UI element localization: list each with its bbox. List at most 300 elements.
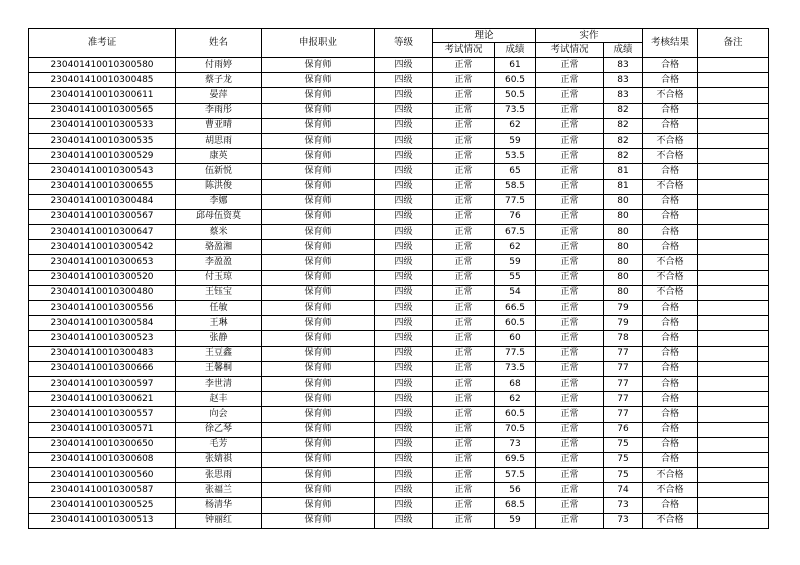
theory-status-cell: 正常: [433, 422, 495, 437]
practice-status-cell: 正常: [536, 513, 604, 528]
practice-score-cell: 80: [604, 285, 643, 300]
theory-status-cell: 正常: [433, 240, 495, 255]
theory-status-cell: 正常: [433, 88, 495, 103]
practice-status-cell: 正常: [536, 149, 604, 164]
practice-status-cell: 正常: [536, 376, 604, 391]
practice-status-cell: 正常: [536, 437, 604, 452]
theory-status-cell: 正常: [433, 285, 495, 300]
name-cell: 徐乙琴: [176, 422, 262, 437]
practice-score-cell: 78: [604, 331, 643, 346]
col-group-practice: 实作: [536, 29, 643, 43]
table-row: [29, 437, 769, 452]
job-cell: 保育师: [262, 194, 375, 209]
result-cell: 不合格: [643, 285, 698, 300]
table-row: [29, 483, 769, 498]
practice-score-cell: 77: [604, 407, 643, 422]
practice-status-cell: 正常: [536, 346, 604, 361]
exam-no-cell: 230401410010300480: [29, 285, 176, 300]
col-job: 申报职业: [262, 29, 375, 58]
level-cell: 四级: [375, 498, 433, 513]
job-cell: 保育师: [262, 407, 375, 422]
remark-cell: [698, 270, 769, 285]
practice-status-cell: 正常: [536, 240, 604, 255]
theory-score-cell: 58.5: [495, 179, 536, 194]
theory-status-cell: 正常: [433, 194, 495, 209]
name-cell: 张婧祺: [176, 452, 262, 467]
exam-no-cell: 230401410010300647: [29, 225, 176, 240]
job-cell: 保育师: [262, 103, 375, 118]
practice-score-cell: 83: [604, 88, 643, 103]
result-cell: 合格: [643, 392, 698, 407]
result-cell: 不合格: [643, 149, 698, 164]
theory-score-cell: 68: [495, 376, 536, 391]
theory-score-cell: 61: [495, 58, 536, 73]
table-row: [29, 316, 769, 331]
practice-score-cell: 82: [604, 103, 643, 118]
table-row: [29, 452, 769, 467]
practice-status-cell: 正常: [536, 361, 604, 376]
level-cell: 四级: [375, 255, 433, 270]
name-cell: 付雨婷: [176, 58, 262, 73]
practice-score-cell: 77: [604, 361, 643, 376]
exam-no-cell: 230401410010300513: [29, 513, 176, 528]
col-theory-score: 成绩: [495, 43, 536, 58]
level-cell: 四级: [375, 437, 433, 452]
practice-status-cell: 正常: [536, 483, 604, 498]
practice-score-cell: 77: [604, 376, 643, 391]
theory-score-cell: 54: [495, 285, 536, 300]
job-cell: 保育师: [262, 452, 375, 467]
remark-cell: [698, 179, 769, 194]
remark-cell: [698, 331, 769, 346]
job-cell: 保育师: [262, 422, 375, 437]
table-row: [29, 225, 769, 240]
result-cell: 合格: [643, 58, 698, 73]
job-cell: 保育师: [262, 270, 375, 285]
exam-no-cell: 230401410010300655: [29, 179, 176, 194]
exam-no-cell: 230401410010300584: [29, 316, 176, 331]
theory-score-cell: 55: [495, 270, 536, 285]
remark-cell: [698, 103, 769, 118]
level-cell: 四级: [375, 73, 433, 88]
result-cell: 不合格: [643, 468, 698, 483]
remark-cell: [698, 209, 769, 224]
level-cell: 四级: [375, 468, 433, 483]
result-cell: 合格: [643, 240, 698, 255]
practice-status-cell: 正常: [536, 392, 604, 407]
result-cell: 合格: [643, 361, 698, 376]
level-cell: 四级: [375, 58, 433, 73]
practice-status-cell: 正常: [536, 452, 604, 467]
name-cell: 晏萍: [176, 88, 262, 103]
result-cell: 合格: [643, 316, 698, 331]
name-cell: 伍新悦: [176, 164, 262, 179]
result-cell: 合格: [643, 346, 698, 361]
remark-cell: [698, 361, 769, 376]
practice-score-cell: 79: [604, 301, 643, 316]
level-cell: 四级: [375, 346, 433, 361]
job-cell: 保育师: [262, 392, 375, 407]
result-cell: 不合格: [643, 133, 698, 148]
level-cell: 四级: [375, 301, 433, 316]
theory-status-cell: 正常: [433, 149, 495, 164]
practice-status-cell: 正常: [536, 270, 604, 285]
job-cell: 保育师: [262, 346, 375, 361]
col-group-theory: 理论: [433, 29, 536, 43]
theory-status-cell: 正常: [433, 58, 495, 73]
remark-cell: [698, 73, 769, 88]
table-row: [29, 133, 769, 148]
job-cell: 保育师: [262, 376, 375, 391]
practice-status-cell: 正常: [536, 407, 604, 422]
practice-score-cell: 77: [604, 346, 643, 361]
theory-status-cell: 正常: [433, 179, 495, 194]
job-cell: 保育师: [262, 58, 375, 73]
col-exam-no: 准考证: [29, 29, 176, 58]
theory-score-cell: 60.5: [495, 316, 536, 331]
job-cell: 保育师: [262, 437, 375, 452]
name-cell: 蔡子龙: [176, 73, 262, 88]
remark-cell: [698, 376, 769, 391]
table-row: [29, 194, 769, 209]
theory-score-cell: 77.5: [495, 194, 536, 209]
exam-no-cell: 230401410010300557: [29, 407, 176, 422]
job-cell: 保育师: [262, 240, 375, 255]
exam-no-cell: 230401410010300621: [29, 392, 176, 407]
remark-cell: [698, 513, 769, 528]
level-cell: 四级: [375, 361, 433, 376]
theory-score-cell: 73: [495, 437, 536, 452]
exam-no-cell: 230401410010300520: [29, 270, 176, 285]
job-cell: 保育师: [262, 301, 375, 316]
level-cell: 四级: [375, 407, 433, 422]
result-cell: 合格: [643, 452, 698, 467]
level-cell: 四级: [375, 88, 433, 103]
theory-status-cell: 正常: [433, 361, 495, 376]
theory-score-cell: 59: [495, 255, 536, 270]
theory-status-cell: 正常: [433, 270, 495, 285]
remark-cell: [698, 346, 769, 361]
job-cell: 保育师: [262, 88, 375, 103]
practice-score-cell: 75: [604, 468, 643, 483]
exam-no-cell: 230401410010300611: [29, 88, 176, 103]
name-cell: 王钰宝: [176, 285, 262, 300]
practice-score-cell: 79: [604, 316, 643, 331]
table-row: [29, 513, 769, 528]
remark-cell: [698, 118, 769, 133]
table-row: [29, 498, 769, 513]
remark-cell: [698, 392, 769, 407]
col-practice-status: 考试情况: [536, 43, 604, 58]
practice-score-cell: 82: [604, 133, 643, 148]
table-row: [29, 270, 769, 285]
table-header: [29, 29, 769, 58]
name-cell: 张静: [176, 331, 262, 346]
exam-no-cell: 230401410010300650: [29, 437, 176, 452]
level-cell: 四级: [375, 103, 433, 118]
theory-score-cell: 67.5: [495, 225, 536, 240]
job-cell: 保育师: [262, 179, 375, 194]
level-cell: 四级: [375, 483, 433, 498]
level-cell: 四级: [375, 376, 433, 391]
table-row: [29, 149, 769, 164]
practice-status-cell: 正常: [536, 225, 604, 240]
col-theory-status: 考试情况: [433, 43, 495, 58]
practice-score-cell: 73: [604, 513, 643, 528]
theory-score-cell: 53.5: [495, 149, 536, 164]
practice-score-cell: 82: [604, 118, 643, 133]
col-remark: 备注: [698, 29, 769, 58]
table-row: [29, 179, 769, 194]
theory-score-cell: 56: [495, 483, 536, 498]
result-cell: 合格: [643, 498, 698, 513]
result-cell: 不合格: [643, 255, 698, 270]
table-row: [29, 88, 769, 103]
theory-score-cell: 62: [495, 392, 536, 407]
practice-score-cell: 81: [604, 164, 643, 179]
theory-score-cell: 76: [495, 209, 536, 224]
theory-score-cell: 59: [495, 133, 536, 148]
remark-cell: [698, 194, 769, 209]
exam-no-cell: 230401410010300571: [29, 422, 176, 437]
name-cell: 李娜: [176, 194, 262, 209]
result-cell: 合格: [643, 301, 698, 316]
theory-status-cell: 正常: [433, 73, 495, 88]
practice-score-cell: 82: [604, 149, 643, 164]
col-name: 姓名: [176, 29, 262, 58]
practice-status-cell: 正常: [536, 58, 604, 73]
result-cell: 合格: [643, 422, 698, 437]
result-cell: 不合格: [643, 513, 698, 528]
practice-status-cell: 正常: [536, 468, 604, 483]
practice-status-cell: 正常: [536, 498, 604, 513]
practice-status-cell: 正常: [536, 316, 604, 331]
result-cell: 合格: [643, 164, 698, 179]
score-table: [28, 28, 769, 529]
result-cell: 合格: [643, 194, 698, 209]
level-cell: 四级: [375, 133, 433, 148]
theory-status-cell: 正常: [433, 376, 495, 391]
result-cell: 合格: [643, 103, 698, 118]
practice-score-cell: 75: [604, 452, 643, 467]
name-cell: 张思雨: [176, 468, 262, 483]
level-cell: 四级: [375, 118, 433, 133]
result-cell: 合格: [643, 407, 698, 422]
name-cell: 毛芳: [176, 437, 262, 452]
practice-status-cell: 正常: [536, 209, 604, 224]
practice-status-cell: 正常: [536, 422, 604, 437]
remark-cell: [698, 498, 769, 513]
remark-cell: [698, 88, 769, 103]
theory-score-cell: 68.5: [495, 498, 536, 513]
table-row: [29, 376, 769, 391]
theory-score-cell: 73.5: [495, 103, 536, 118]
level-cell: 四级: [375, 422, 433, 437]
result-cell: 不合格: [643, 270, 698, 285]
remark-cell: [698, 452, 769, 467]
name-cell: 李盈盈: [176, 255, 262, 270]
theory-status-cell: 正常: [433, 498, 495, 513]
remark-cell: [698, 225, 769, 240]
table-row: [29, 361, 769, 376]
result-cell: 合格: [643, 209, 698, 224]
exam-no-cell: 230401410010300653: [29, 255, 176, 270]
table-row: [29, 255, 769, 270]
theory-score-cell: 62: [495, 240, 536, 255]
level-cell: 四级: [375, 240, 433, 255]
practice-status-cell: 正常: [536, 255, 604, 270]
remark-cell: [698, 58, 769, 73]
table-row: [29, 346, 769, 361]
name-cell: 付玉琼: [176, 270, 262, 285]
job-cell: 保育师: [262, 133, 375, 148]
name-cell: 王琳: [176, 316, 262, 331]
result-cell: 不合格: [643, 88, 698, 103]
table-row: [29, 392, 769, 407]
table-row: [29, 164, 769, 179]
exam-no-cell: 230401410010300587: [29, 483, 176, 498]
col-level: 等级: [375, 29, 433, 58]
exam-no-cell: 230401410010300666: [29, 361, 176, 376]
level-cell: 四级: [375, 270, 433, 285]
result-cell: 合格: [643, 376, 698, 391]
remark-cell: [698, 483, 769, 498]
remark-cell: [698, 149, 769, 164]
table-row: [29, 422, 769, 437]
theory-status-cell: 正常: [433, 209, 495, 224]
theory-score-cell: 60.5: [495, 73, 536, 88]
practice-score-cell: 81: [604, 179, 643, 194]
theory-score-cell: 57.5: [495, 468, 536, 483]
name-cell: 钟丽红: [176, 513, 262, 528]
exam-no-cell: 230401410010300533: [29, 118, 176, 133]
theory-score-cell: 59: [495, 513, 536, 528]
level-cell: 四级: [375, 316, 433, 331]
table-row: [29, 468, 769, 483]
exam-no-cell: 230401410010300560: [29, 468, 176, 483]
job-cell: 保育师: [262, 361, 375, 376]
level-cell: 四级: [375, 209, 433, 224]
table-row: [29, 301, 769, 316]
practice-status-cell: 正常: [536, 73, 604, 88]
exam-no-cell: 230401410010300529: [29, 149, 176, 164]
theory-status-cell: 正常: [433, 513, 495, 528]
theory-status-cell: 正常: [433, 118, 495, 133]
practice-score-cell: 80: [604, 194, 643, 209]
theory-status-cell: 正常: [433, 437, 495, 452]
exam-no-cell: 230401410010300608: [29, 452, 176, 467]
level-cell: 四级: [375, 194, 433, 209]
theory-score-cell: 60.5: [495, 407, 536, 422]
table-row: [29, 118, 769, 133]
practice-status-cell: 正常: [536, 285, 604, 300]
theory-score-cell: 70.5: [495, 422, 536, 437]
practice-score-cell: 83: [604, 58, 643, 73]
theory-status-cell: 正常: [433, 483, 495, 498]
exam-no-cell: 230401410010300565: [29, 103, 176, 118]
remark-cell: [698, 407, 769, 422]
table-row: [29, 331, 769, 346]
practice-status-cell: 正常: [536, 164, 604, 179]
result-cell: 合格: [643, 437, 698, 452]
job-cell: 保育师: [262, 164, 375, 179]
theory-status-cell: 正常: [433, 316, 495, 331]
job-cell: 保育师: [262, 118, 375, 133]
job-cell: 保育师: [262, 513, 375, 528]
practice-score-cell: 80: [604, 270, 643, 285]
exam-no-cell: 230401410010300542: [29, 240, 176, 255]
remark-cell: [698, 422, 769, 437]
col-practice-score: 成绩: [604, 43, 643, 58]
table-row: [29, 285, 769, 300]
theory-score-cell: 73.5: [495, 361, 536, 376]
job-cell: 保育师: [262, 483, 375, 498]
exam-no-cell: 230401410010300543: [29, 164, 176, 179]
job-cell: 保育师: [262, 285, 375, 300]
name-cell: 李世清: [176, 376, 262, 391]
practice-score-cell: 80: [604, 225, 643, 240]
practice-score-cell: 73: [604, 498, 643, 513]
result-cell: 合格: [643, 73, 698, 88]
theory-status-cell: 正常: [433, 225, 495, 240]
name-cell: 陈洪俊: [176, 179, 262, 194]
remark-cell: [698, 164, 769, 179]
result-cell: 合格: [643, 225, 698, 240]
exam-no-cell: 230401410010300525: [29, 498, 176, 513]
exam-no-cell: 230401410010300580: [29, 58, 176, 73]
job-cell: 保育师: [262, 316, 375, 331]
result-cell: 合格: [643, 118, 698, 133]
remark-cell: [698, 437, 769, 452]
level-cell: 四级: [375, 513, 433, 528]
name-cell: 邱母伍资莫: [176, 209, 262, 224]
theory-status-cell: 正常: [433, 103, 495, 118]
remark-cell: [698, 285, 769, 300]
name-cell: 骆盈湘: [176, 240, 262, 255]
exam-no-cell: 230401410010300483: [29, 346, 176, 361]
name-cell: 康英: [176, 149, 262, 164]
theory-score-cell: 66.5: [495, 301, 536, 316]
exam-no-cell: 230401410010300567: [29, 209, 176, 224]
table-row: [29, 73, 769, 88]
theory-status-cell: 正常: [433, 346, 495, 361]
level-cell: 四级: [375, 149, 433, 164]
table-row: [29, 209, 769, 224]
theory-status-cell: 正常: [433, 452, 495, 467]
practice-status-cell: 正常: [536, 194, 604, 209]
theory-score-cell: 60: [495, 331, 536, 346]
exam-no-cell: 230401410010300556: [29, 301, 176, 316]
name-cell: 王馨桐: [176, 361, 262, 376]
name-cell: 李雨彤: [176, 103, 262, 118]
table-row: [29, 58, 769, 73]
remark-cell: [698, 301, 769, 316]
name-cell: 张福兰: [176, 483, 262, 498]
exam-no-cell: 230401410010300523: [29, 331, 176, 346]
remark-cell: [698, 468, 769, 483]
practice-score-cell: 83: [604, 73, 643, 88]
practice-score-cell: 80: [604, 240, 643, 255]
result-cell: 合格: [643, 331, 698, 346]
job-cell: 保育师: [262, 209, 375, 224]
theory-status-cell: 正常: [433, 407, 495, 422]
result-cell: 不合格: [643, 179, 698, 194]
remark-cell: [698, 240, 769, 255]
practice-score-cell: 76: [604, 422, 643, 437]
theory-score-cell: 69.5: [495, 452, 536, 467]
job-cell: 保育师: [262, 73, 375, 88]
col-result: 考核结果: [643, 29, 698, 58]
